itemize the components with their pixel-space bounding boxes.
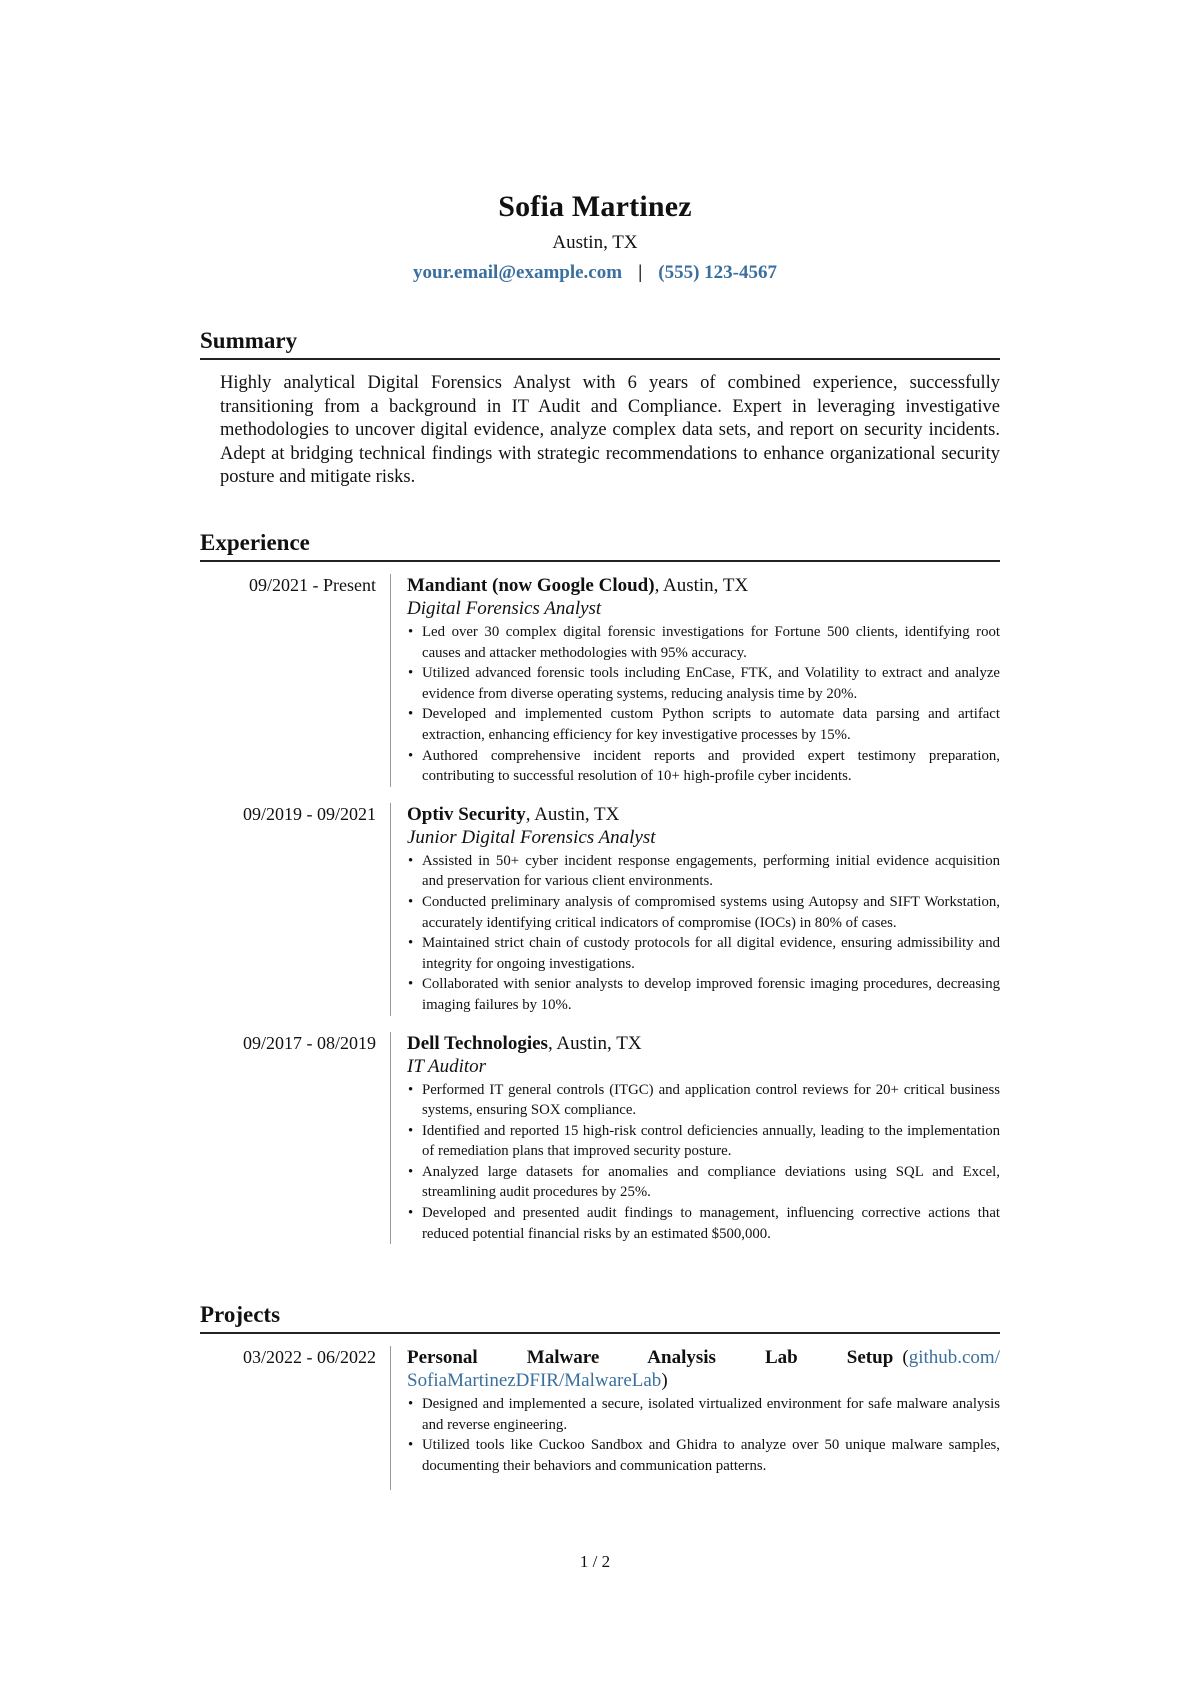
- entry-organization: [407, 574, 1000, 597]
- bullet-item: • Authored comprehensive incident reports and provided expert testimony preparation, contributing to successful resolution of 10+ high-profile cyber incidents.: [407, 746, 1000, 787]
- page-number: 1 / 2: [579, 1552, 611, 1571]
- contact-separator: |: [638, 262, 643, 283]
- bullet-item: • Identified and reported 15 high-risk control deficiencies annually, leading to the implementation of remediation plans that improved security posture.: [407, 1121, 1000, 1162]
- summary-section: [200, 326, 1000, 490]
- timeline-divider: [390, 1346, 391, 1490]
- bullet-list: [407, 622, 1000, 787]
- project-name: Personal Malware Analysis Lab Setup: [407, 1347, 894, 1368]
- candidate-name: Sofia Martinez: [498, 190, 692, 223]
- bullet-item: • Developed and presented audit findings to management, influencing corrective actions that reduced potential financial risks by an estimated $500,000.: [407, 1203, 1000, 1244]
- entry-date: 09/2021 - Present: [249, 575, 376, 595]
- link-paren-close: ): [661, 1370, 668, 1391]
- bullet-item: • Conducted preliminary analysis of compromised systems using Autopsy and SIFT Workstation, accurately identifying critical indicators of compromise (IOCs) in 80% of cases.: [407, 892, 1000, 933]
- project-link-line: [407, 1369, 1000, 1392]
- bullet-item: • Led over 30 complex digital forensic investigations for Fortune 500 clients, identifying root causes and attacker methodologies with 95% accuracy.: [407, 622, 1000, 663]
- email-link[interactable]: your.email@example.com: [413, 262, 623, 283]
- section-title-summary: Summary: [200, 326, 1000, 360]
- experience-entry: [200, 803, 1000, 1016]
- company-location: , Austin, TX: [547, 1032, 642, 1054]
- job-title: Digital Forensics Analyst: [407, 598, 602, 619]
- section-title-projects: Projects: [200, 1300, 1000, 1334]
- timeline-divider: [390, 1032, 391, 1245]
- contact-line: [0, 260, 1190, 286]
- bullet-list: [407, 1080, 1000, 1245]
- project-title-line: [407, 1346, 1000, 1369]
- job-title: IT Auditor: [407, 1055, 487, 1077]
- project-entry: [200, 1346, 1000, 1490]
- experience-section: [200, 528, 1000, 1244]
- bullet-item: • Performed IT general controls (ITGC) and application control reviews for 20+ critical business systems, ensuring SOX compliance.: [407, 1080, 1000, 1121]
- projects-section: [200, 1300, 1000, 1490]
- candidate-location: Austin, TX: [552, 232, 638, 253]
- timeline-divider: [390, 574, 391, 787]
- entry-date: 09/2017 - 08/2019: [243, 1032, 376, 1053]
- project-link[interactable]: github.com/: [908, 1347, 1000, 1368]
- timeline-divider: [390, 803, 391, 1016]
- bullet-list: [407, 851, 1000, 1016]
- company-location: , Austin, TX: [654, 575, 749, 596]
- bullet-item: • Utilized tools like Cuckoo Sandbox and Ghidra to analyze over 50 unique malware samples, documenting their behaviors and communication patterns.: [407, 1435, 1000, 1476]
- entry-date: 09/2019 - 09/2021: [243, 803, 376, 824]
- bullet-item: • Developed and implemented custom Python scripts to automate data parsing and artifact extraction, enhancing efficiency for key investigative processes by 15%.: [407, 704, 1000, 745]
- project-link-continued[interactable]: SofiaMartinezDFIR/MalwareLab: [407, 1370, 662, 1391]
- section-title-experience: Experience: [200, 528, 1000, 562]
- job-title: Junior Digital Forensics Analyst: [407, 826, 656, 848]
- company-location: , Austin, TX: [525, 803, 620, 825]
- bullet-item: • Collaborated with senior analysts to develop improved forensic imaging procedures, decreasing imaging failures by 10%.: [407, 974, 1000, 1015]
- bullet-item: • Maintained strict chain of custody protocols for all digital evidence, ensuring admissibility and integrity for ongoing investigations.: [407, 933, 1000, 974]
- link-paren-open: (: [902, 1347, 909, 1368]
- company-name: Optiv Security: [407, 803, 526, 825]
- summary-text: Highly analytical Digital Forensics Analyst with 6 years of combined experience, successfully transitioning from a background in IT Audit and Compliance. Expert in leveraging investigative methodologies to uncover digital evidence, analyze complex data sets, and report on security incidents. Adept at bridging technical findings with strategic recommendations to enhance organizational security posture and mitigate risks.: [220, 373, 1000, 487]
- entry-organization: [407, 803, 1000, 826]
- bullet-item: • Analyzed large datasets for anomalies and compliance deviations using SQL and Excel, streamlining audit procedures by 25%.: [407, 1162, 1000, 1203]
- experience-entry: [200, 1032, 1000, 1245]
- bullet-item: • Designed and implemented a secure, isolated virtualized environment for safe malware analysis and reverse engineering.: [407, 1394, 1000, 1435]
- bullet-item: • Assisted in 50+ cyber incident response engagements, performing initial evidence acquisition and preservation for various client environments.: [407, 851, 1000, 892]
- bullet-item: • Utilized advanced forensic tools including EnCase, FTK, and Volatility to extract and analyze evidence from diverse operating systems, reducing analysis time by 20%.: [407, 663, 1000, 704]
- company-name: Dell Technologies: [407, 1032, 548, 1054]
- experience-entry: [200, 574, 1000, 787]
- entry-organization: [407, 1032, 1000, 1055]
- entry-date: 03/2022 - 06/2022: [243, 1347, 376, 1367]
- phone-link[interactable]: (555) 123-4567: [658, 262, 777, 283]
- company-name: Mandiant (now Google Cloud): [407, 575, 655, 596]
- resume-header: [0, 188, 1190, 286]
- bullet-list: [407, 1394, 1000, 1476]
